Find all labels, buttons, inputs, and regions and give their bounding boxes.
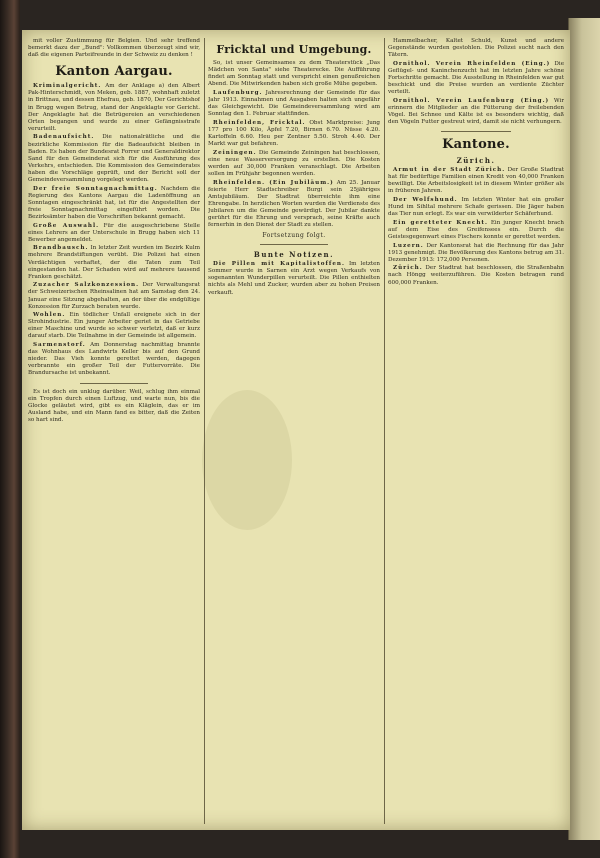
article-paragraph xyxy=(388,98,564,126)
section-title: Kanton Aargau. xyxy=(55,64,173,80)
article-paragraph xyxy=(28,134,200,184)
article-text: Die nationalrätliche und die bezirkliche Kommission für die Badeaufsicht bleiben in Baden. Es haben der Bundesrat Forrer und Generaldirektor Sand für den Gemeinderat sich für die Ausführung des Verkehrs, entschieden. Die Kommission des Gemeinderates haben die Vorschläge geprüft, und der Bericht soll der Gemeindeversammlung vorgelegt werden. xyxy=(28,134,200,183)
article-text: Der Verwaltungsrat der Schweizerischen Rheinsalinen hat am Samstag den 24. Januar eine Sitzung abgehalten, an der über die endgültige Konzession für Zurzach beraten wurde. xyxy=(28,282,200,310)
article-lead: Zeiningen. xyxy=(213,149,257,156)
section-title: Kantone. xyxy=(442,137,510,153)
article-paragraph xyxy=(208,261,380,296)
article-lead: Badenaufsicht. xyxy=(33,134,95,141)
continuation-note: Fortsetzung folgt. xyxy=(262,232,326,240)
article-text: Für die ausgeschriebene Stelle eines Lehrers an der Unterschule in Brugg haben sich 11 Bewerber angemeldet. xyxy=(28,222,200,243)
article-text: Nachdem die Regierung des Kantons Aargau die Ladenöffnung an Sonntagen eingeschränkt hat, ist für die Angestellten der freie Sonntagnachmittag eingeführt worden. Die Bezirksämter haben die Vorschriften bekannt gemacht. xyxy=(28,185,200,220)
article-lead: Rheinfelden. (Ein Jubiläum.) xyxy=(213,179,334,186)
article-paragraph xyxy=(388,243,564,264)
article-paragraph xyxy=(208,60,380,88)
article-text: Im letzten Sommer wurde in Sarnen ein Arzt wegen Verkaufs von sogenannten Wunderpillen verurteilt. Die Pillen enthielten nichts als Mehl und Zucker, wurden aber zu hohen Preisen verkauft. xyxy=(208,261,380,296)
article-paragraph xyxy=(28,186,200,221)
article-paragraph xyxy=(28,83,200,133)
article-lead: Laufenburg. xyxy=(213,89,263,96)
column-left xyxy=(28,38,200,824)
book-binding xyxy=(0,0,20,858)
article-paragraph xyxy=(28,245,200,280)
article-text: So, ist unser Gemeinsames zu dem Theaterstück „Das Mädchen von Santa" siehe Theaterecke. Die Aufführung findet am Sonntag statt und verspricht einen genußreichen Abend. Die Mitwirkenden haben sich große Mühe gegeben. xyxy=(208,60,380,88)
separator xyxy=(441,131,511,132)
canton-heading: Zürich. xyxy=(456,156,496,166)
column-bottom-text: Es ist doch ein unklug darüber. Weil, schlug ihm einmal ein Tropfen durch einen Luftzug, und warte nun, bis die Glocke geläutet wird, gibt es ein Kläglein, das er im Ausland habe, und ein Mann fand es bitter, daß die Zeiten so hart sind. xyxy=(28,388,200,423)
section-title: Fricktal und Umgebung. xyxy=(216,43,372,56)
column-rule xyxy=(384,38,385,824)
article-lead: Sarmenstorf. xyxy=(33,342,86,349)
article-lead: Zuzacher Salzkonzession. xyxy=(33,282,140,289)
article-lead: Große Auswahl. xyxy=(33,222,100,229)
article-lead: Wohlen. xyxy=(33,312,66,319)
article-lead: Der Wolfshund. xyxy=(393,197,458,203)
article-text: Der Kantonsrat hat die Rechnung für das Jahr 1913 genehmigt. Die Bevölkerung des Kantons betrug am 31. Dezember 1913: 172,000 Personen. xyxy=(388,242,564,263)
article-text: Am Donnerstag nachmittag brannte das Wohnhaus des Landwirts Keller bis auf den Grund nieder. Das Vieh konnte gerettet werden, dagegen verbrannte ein großer Teil der Futtervorräte. Die Brandursache ist unbekannt. xyxy=(28,342,200,377)
article-text: Am 25. Januar feierte Herr Stadtschreiber Burgi sein 25jähriges Amtsjubiläum. Der Stadtrat überreichte ihm eine Ehrengabe. In herzlichen Worten wurden die Verdienste des Jubilaren um die Gemeinde gewürdigt. Der Jubilar dankte gerührt für die Ehrung und versprach, seine Kräfte auch fernerhin in den Dienst der Stadt zu stellen. xyxy=(208,179,380,229)
column-middle xyxy=(208,38,380,824)
newspaper-page xyxy=(22,30,570,830)
article-lead: Luzern. xyxy=(393,242,424,249)
article-paragraph xyxy=(208,120,380,148)
article-lead: Brandbausch. xyxy=(33,245,89,252)
adjacent-page-edge xyxy=(568,18,600,840)
article-paragraph xyxy=(388,167,564,195)
article-text: Der Stadtrat hat beschlossen, die Straßenbahn nach Höngg weiterzuführen. Die Kosten betragen rund 600,000 Franken. xyxy=(388,265,564,286)
article-text: In letzter Zeit wurden im Bezirk Kulm mehrere Brandstiftungen verübt. Die Polizei hat einen Verdächtigen verhaftet, der die Taten zum Teil eingestanden hat. Der Schaden wird auf mehrere tausend Franken geschätzt. xyxy=(28,245,200,280)
article-lead: Die Pillen mit Kapitalistoffen. xyxy=(213,261,345,268)
article-text: Obst Marktpreise: Jung 177 pro 100 Kilo, Äpfel 7.20, Birnen 6.70. Nüsse 4.20. Kartoffeln 6.60. Heu per Zentner 5.50. Stroh 4.40. Der Markt war gut befahren. xyxy=(208,119,380,148)
column-rule xyxy=(204,38,205,824)
article-lead: Kriminalgericht. xyxy=(33,83,102,90)
article-lead: Ornithol. Verein Laufenburg (Eing.) xyxy=(393,97,550,104)
column-intro: Hammelbacher, Kaltet Schuld, Kunst und andere Gegenstände wurden gestohlen. Die Polizei sucht nach den Tätern. xyxy=(388,38,564,59)
separator xyxy=(80,383,149,384)
column-right xyxy=(388,38,564,824)
article-lead: Ein geretteter Knecht. xyxy=(393,219,488,226)
article-lead: Ornithol. Verein Rheinfelden (Eing.) xyxy=(393,60,551,67)
article-paragraph xyxy=(28,223,200,244)
article-lead: Zürich. xyxy=(393,265,423,272)
article-paragraph xyxy=(388,197,564,218)
article-lead: Armut in der Stadt Zürich. xyxy=(393,167,506,174)
article-text: Die Geflügel- und Kaninchenzucht hat im letzten Jahre schöne Fortschritte gemacht. Die Ausstellung in Rheinfelden war gut beschickt und die Preise wurden an verdiente Züchter verteilt. xyxy=(388,60,564,96)
separator xyxy=(260,244,329,245)
column-intro: mit voller Zustimmung für Belgien. Und sehr treffend bemerkt dazu der „Bund": Vollkommen überzeugt sind wir, daß die eigenen Parteifreunde in der Schweiz zu denken ! xyxy=(28,38,200,59)
article-text: Jahresrechnung der Gemeinde für das Jahr 1913. Einnahmen und Ausgaben halten sich ungefähr das Gleichgewicht. Die Gemeindeversammlung wird am Sonntag den 1. Februar stattfinden. xyxy=(208,89,380,118)
article-paragraph xyxy=(388,220,564,241)
article-text: Im letzten Winter hat ein großer Hund im Sihltal mehrere Schafe gerissen. Die Jäger haben das Tier nun erlegt. Es war ein verwilderter Schäferhund. xyxy=(388,197,564,218)
article-text: Ein tödlicher Unfall ereignete sich in der Strohindustrie. Ein junger Arbeiter geriet in das Getriebe einer Maschine und wurde so schwer verletzt, daß er kurz darauf starb. Die Teilnahme in der Gemeinde ist allgemein. xyxy=(28,312,200,340)
article-paragraph xyxy=(28,342,200,377)
article-lead: Rheinfelden, Fricktal. xyxy=(213,119,306,126)
article-text: Wir erinnern die Mitglieder an die Fütterung der freilebenden Vögel. Bei Schnee und Kälte ist es besonders wichtig, daß den Vögeln Futter gestreut wird, damit sie nicht verhungern. xyxy=(388,97,564,126)
article-text: Der Große Stadtrat hat für bedürftige Familien einen Kredit von 40,000 Franken bewilligt. Die Arbeitslosigkeit ist in diesem Winter größer als in früheren Jahren. xyxy=(388,167,564,195)
article-text: Die Gemeinde Zeiningen hat beschlossen, eine neue Wasserversorgung zu erstellen. Die Kosten werden auf 30,000 Franken veranschlagt. Die Arbeiten sollen im Frühjahr begonnen werden. xyxy=(208,149,380,177)
article-paragraph xyxy=(208,150,380,178)
article-paragraph xyxy=(388,265,564,286)
article-paragraph xyxy=(388,61,564,96)
article-paragraph xyxy=(28,282,200,310)
article-text: Ein junger Knecht brach auf dem Eise des Greifensees ein. Durch die Geistesgegenwart eines Fischers konnte er gerettet werden. xyxy=(388,219,564,240)
article-text: Am der Anklage a) den Albert Pak-Hinterschmidt, von Meken, geb. 1887, wohnhaft zuletzt in Brittnau, und dessen Ehefrau, geb. 1870, Der Gerichtshof in Brugg wegen Betrug, stand der Angeklagte vor Gericht. Der Angeklagte hat die Betrügereien an verschiedenen Orten begangen und wurde zu einer Gefängnisstrafe verurteilt. xyxy=(28,83,200,132)
article-paragraph xyxy=(28,312,200,340)
article-paragraph xyxy=(208,90,380,118)
article-paragraph xyxy=(208,180,380,230)
section-subtitle: Bunte Notizen. xyxy=(253,250,335,260)
article-lead: Der freie Sonntagnachmittag. xyxy=(33,185,158,192)
